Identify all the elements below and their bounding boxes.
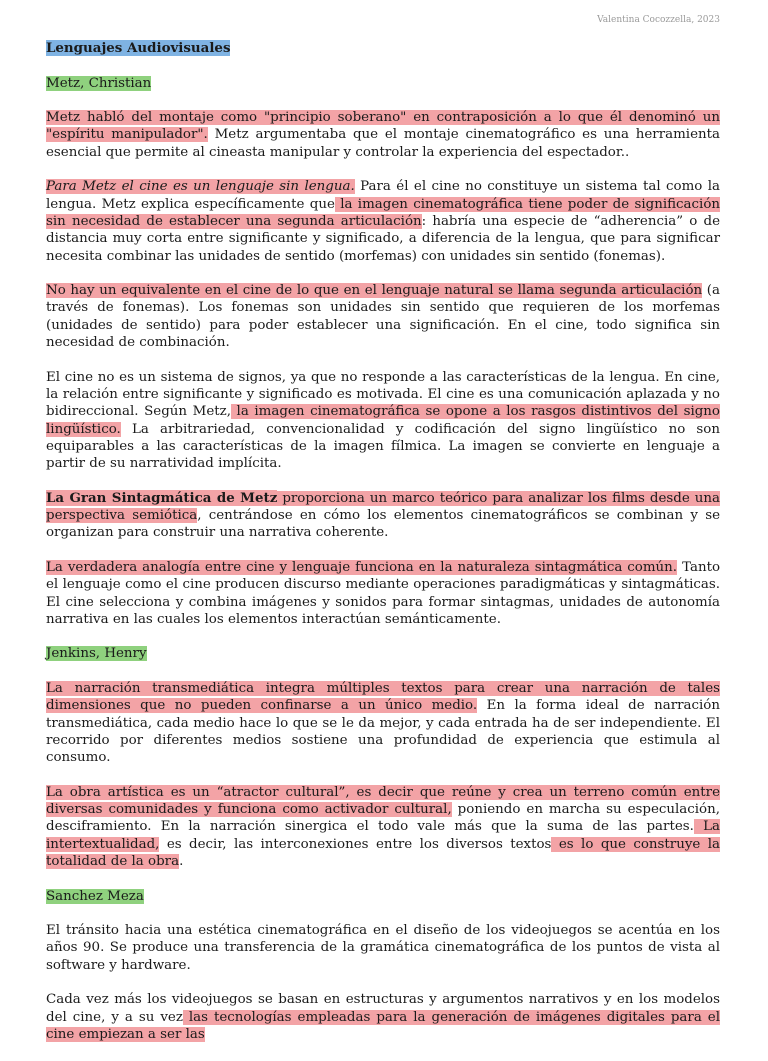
paragraph-text: . <box>179 853 184 869</box>
highlighted-text: La verdadera analogía entre cine y lenguaje funciona en la naturaleza sintagmática común. <box>46 559 678 575</box>
author-note: Valentina Cocozzella, 2023 <box>597 15 720 25</box>
paragraph-text: Tanto el lenguaje como el cine producen discurso mediante operaciones paradigmáticas y sintagmáticas. El cine selecciona y combina imágenes y sonidos para formar sintagmas, unidades de autonomía narrativa en las cuales los elementos interactúan semánticamente. <box>46 559 721 627</box>
paragraph: El tránsito hacia una estética cinematográfica en el diseño de los videojuegos se acentúa en los años 90. Se produce una transferencia de la gramática cinematográfica de los puntos de vista al software y hardware. <box>46 923 720 973</box>
highlighted-italic-text: Para Metz el cine es un lenguaje sin lengua. <box>46 179 355 195</box>
highlighted-text: La intertextualidad, <box>46 819 720 852</box>
paragraph-text: La arbitrariedad, convencionalidad y codificación del signo lingüístico no son equiparables a las características de la imagen fílmica. La imagen se convierte en lenguaje a partir de su narratividad implícita. <box>46 421 720 472</box>
paragraph <box>46 784 720 870</box>
paragraph-text: Cada vez más los videojuegos se basan en estructuras y argumentos narrativos y en los modelos del cine, y a su vez <box>46 992 720 1025</box>
paragraph-text: , centrándose en cómo los elementos cinematográficos se combinan y se organizan para construir una narrativa coherente. <box>46 508 720 541</box>
section-heading-line <box>46 888 720 905</box>
paragraph-text: (a través de fonemas). Los fonemas son unidades sin sentido que requieren de los morfemas (unidades de sentido) para poder establecer una significación. En el cine, todo significa sin necesidad de combinación. <box>46 283 720 351</box>
paragraph-text: poniendo en marcha su especulación, desciframiento. En la narración sinergica el todo vale más que la suma de las partes. <box>46 802 720 835</box>
highlighted-text: la imagen cinematográfica tiene poder de significación sin necesidad de establecer una segunda articulación <box>46 196 720 229</box>
section-heading-jenkins: Jenkins, Henry <box>46 646 147 662</box>
paragraph <box>46 991 720 1043</box>
highlighted-text: las tecnologías empleadas para la generación de imágenes digitales para el cine empiezan a ser las <box>46 1009 720 1042</box>
paragraph-text: : habría una especie de “adherencia” o de distancia muy corta entre significante y significado, a diferencia de la lengua, que para significar necesita combinar las unidades de sentido (morfemas) con unidades sin sentido (fonemas). <box>46 213 720 264</box>
paragraph <box>46 559 720 628</box>
paragraph-text: Metz argumentaba que el montaje cinematográfico es una herramienta esencial que permite al cineasta manipular y controlar la experiencia del espectador.. <box>46 127 720 160</box>
highlighted-text: La narración transmediática integra múltiples textos para crear una narración de tales dimensiones que no pueden confinarse a un único medio. <box>46 680 720 714</box>
paragraph <box>46 178 720 264</box>
highlighted-text: Metz habló del montaje como "principio soberano" en contraposición a lo que él denominó un "espíritu manipulador". <box>46 110 720 143</box>
highlighted-text: es lo que construye la totalidad de la obra <box>46 836 721 869</box>
paragraph <box>46 109 720 161</box>
highlighted-text: La obra artística es un “atractor cultural”, es decir que reúne y crea un terreno común entre diversas comunidades y funciona como activador cultural, <box>46 784 720 818</box>
paragraph-text: es decir, las interconexiones entre los diversos textos <box>159 836 552 852</box>
section-heading-metz: Metz, Christian <box>46 75 152 91</box>
highlighted-text: proporciona un marco teórico para analizar los films desde una perspectiva semiótica <box>46 490 720 524</box>
paragraph-text: Para él el cine no constituye un sistema tal como la lengua. Metz explica específicamente que <box>46 179 720 212</box>
paragraph <box>46 680 720 766</box>
paragraph <box>46 282 720 351</box>
document-title: Lenguajes Audiovisuales <box>46 40 231 56</box>
paragraph-text: El cine no es un sistema de signos, ya que no responde a las características de la lengua. En cine, la relación entre significante y significado es motivada. El cine es una comunicación aplazada y no bidireccional. Según Metz, <box>46 369 720 420</box>
document-title-line <box>46 40 720 57</box>
section-heading-line <box>46 645 720 662</box>
document-body <box>46 40 720 1061</box>
paragraph <box>46 369 720 473</box>
highlighted-text: la imagen cinematográfica se opone a los rasgos distintivos del signo lingüístico. <box>46 404 720 437</box>
paragraph-text: En la forma ideal de narración transmediática, cada medio hace lo que se le da mejor, y cada entrada ha de ser independiente. El recorrido por diferentes medios sostiene una profundidad de experiencia que estimula al consumo. <box>46 698 720 766</box>
highlighted-bold-text: La Gran Sintagmática de Metz <box>46 489 278 506</box>
paragraph <box>46 490 720 542</box>
section-heading-line <box>46 75 720 92</box>
section-heading-sanchez: Sanchez Meza <box>46 888 144 904</box>
highlighted-text: No hay un equivalente en el cine de lo que en el lenguaje natural se llama segunda articulación <box>46 283 703 299</box>
